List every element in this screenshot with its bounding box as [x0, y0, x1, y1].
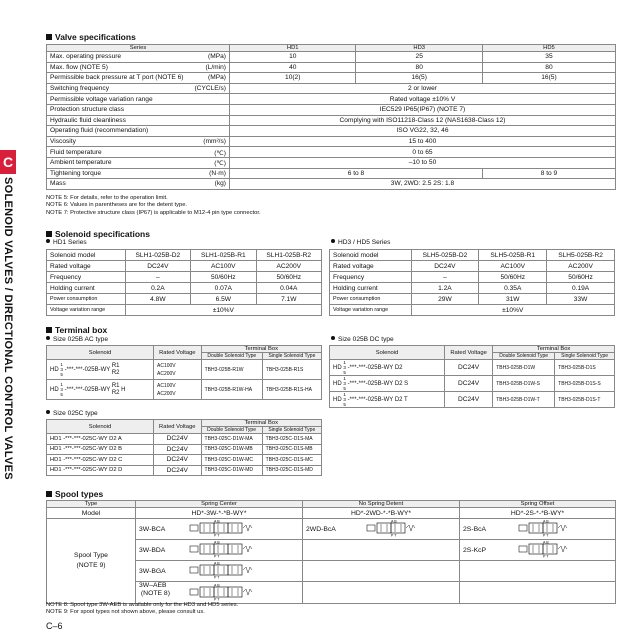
- dc-terminal-row: HD 1 3 5 -***-***-025B-WY D2 DC24V TBH3-025B-D1W TBH3-025B-D1S: [330, 360, 615, 376]
- valve-notes: NOTE 5: For details, refer to the operation limit. NOTE 6: Values in parentheses are for the detent type. NOTE 7: Protective structure class (IP67) is applicable to M12-4 pin type connector.: [46, 195, 261, 216]
- solenoid-row: Power consumption 4.8W 6.5W 7.1W: [47, 294, 322, 305]
- svg-text:P T: P T: [214, 597, 220, 602]
- svg-text:A B: A B: [214, 583, 220, 588]
- spool-types-heading: Spool types: [46, 489, 103, 499]
- solenoid-row: Power consumption 29W 31W 33W: [330, 294, 615, 305]
- spool-notes: NOTE 8: Spool type 3W-AEB is available only for the HD3 and HD5 series. NOTE 9: For spool types not shown above, please consult us.: [46, 602, 239, 616]
- valve-spec-row: Viscosity (mm²/s) 15 to 400: [47, 136, 616, 147]
- spool-types-table: Type Spring Center No Spring Detent Spring Offset Model HD*-3W-*-*B-WY* HD*-2WD-*-*B-WY* HD*-2S-*-*B-WY* Spool Type (NOTE 9) 3W-BCA A B P T 2WD-BcA A B P T 2S-BcA A B P T 3W-BDA A B P T 2S-KcP A B P T 3W-BGA A B P T 3W–AEB (NOTE 8) A B P T: [46, 500, 616, 604]
- section-tab: C: [0, 150, 16, 174]
- svg-text:A B: A B: [543, 519, 549, 524]
- svg-text:A B: A B: [214, 519, 220, 524]
- valve-spec-row: Switching frequency (CYCLE/s) 2 or lower: [47, 83, 616, 94]
- spool-symbol-2s-kcp: [518, 540, 568, 560]
- svg-text:A B: A B: [214, 540, 220, 545]
- valve-spec-row: Permissible voltage variation range Rated voltage ±10% V: [47, 94, 616, 105]
- valve-spec-row: Protection structure class IEC529 IP65(IP67) (NOTE 7): [47, 104, 616, 115]
- valve-spec-row: Mass (kg) 3W, 2WD: 2.5 2S: 1.8: [47, 179, 616, 190]
- valve-spec-row: Operating fluid (recommendation) ISO VG22, 32, 46: [47, 126, 616, 137]
- dc-terminal-row: HD 1 3 5 -***-***-025B-WY D2 S DC24V TBH3-025B-D1W-S TBH3-025B-D1S-S: [330, 376, 615, 392]
- dc-terminal-table: Solenoid Rated Voltage Terminal Box Double Solenoid Type Single Solenoid Type HD 1 3 5 -***-***-025B-WY D2 DC24V TBH3-025B-D1W TBH3-025B-D1S HD 1 3 5 -***-***-025B-WY D2 S DC24V TBH3-025B-D1W-S TBH3-025B-D1S-S HD 1 3 5 -***-***-025B-WY D2 T DC24V TBH3-025B-D1W-T TBH3-025B-D1S-T: [329, 345, 615, 408]
- hd35-series-title: HD3 / HD5 Series: [331, 239, 390, 246]
- svg-text:P T: P T: [214, 575, 220, 579]
- spool-symbol-3w-bda: [189, 540, 253, 560]
- valve-spec-row: Tightening torque (N·m) 6 to 8 8 to 9: [47, 168, 616, 179]
- svg-text:A B: A B: [543, 540, 549, 545]
- hd35-solenoid-table: Solenoid model SLH5-025B-D2 SLH5-025B-R1 SLH5-025B-R2 Rated voltage DC24V AC100V AC200V Frequency – 50/60Hz 50/60Hz Holding current 1.2A 0.35A 0.19A Power consumption 29W 31W 33W Voltage variation range ±10%V: [329, 249, 615, 316]
- solenoid-spec-heading: Solenoid specifications: [46, 229, 150, 239]
- svg-text:P T: P T: [543, 554, 549, 558]
- ac-terminal-table: Solenoid Rated Voltage Terminal Box Double Solenoid Type Single Solenoid Type HD 1 3 5 -***-***-025B-WY R1 R2 AC100V AC200V TBH3-025B-R1W TBH3-025B-R1S HD 1 3 5 -***-***-025B-WY R1 R2 H AC100V AC200V TBH3-025B-R1W-HA TBH3-025B-R1S-HA: [46, 345, 322, 400]
- c-type-title: Size 025C type: [46, 410, 98, 417]
- valve-spec-row: Max. flow (NOTE 5) (L/min) 40 80 80: [47, 62, 616, 73]
- c-terminal-row: HD1 -***-***-025C-WY D2 C DC24V TBH3-025C-D1W-MC TBH3-025C-D1S-MC: [47, 455, 322, 466]
- svg-text:P T: P T: [214, 554, 220, 558]
- terminal-box-heading: Terminal box: [46, 325, 107, 335]
- valve-spec-row: Fluid temperature (℃) 0 to 65: [47, 147, 616, 158]
- valve-spec-table: Series HD1 HD3 HD5 Max. operating pressure (MPa) 10 25 35 Max. flow (NOTE 5) (L/min) 40 80 80 Permissible back pressure at T port (NOTE 6) (MPa) 10(2) 16(5) 16(5) Switching frequency (CYCLE/s) 2 or lower Permissible voltage variation range Rated voltage ±10% V Protection structure class IEC529 IP65(IP67) (NOTE 7) Hydraulic fluid cleanliness Complying with ISO11218-Class 12 (NAS1638-Class 12) Operating fluid (recommendation) ISO VG22, 32, 46 Viscosity (mm²/s) 15 to 400 Fluid temperature (℃) 0 to 65 Ambient temperature (℃) –10 to 50 Tightening torque (N·m) 6 to 8 8 to 9 Mass (kg) 3W, 2WD: 2.5 2S: 1.8: [46, 44, 616, 190]
- valve-spec-row: Hydraulic fluid cleanliness Complying with ISO11218-Class 12 (NAS1638-Class 12): [47, 115, 616, 126]
- dc-terminal-row: HD 1 3 5 -***-***-025B-WY D2 T DC24V TBH3-025B-D1W-T TBH3-025B-D1S-T: [330, 392, 615, 408]
- solenoid-row: Rated voltage DC24V AC100V AC200V: [330, 261, 615, 272]
- svg-text:P T: P T: [543, 533, 549, 537]
- valve-spec-row: Permissible back pressure at T port (NOTE 6) (MPa) 10(2) 16(5) 16(5): [47, 73, 616, 84]
- ac-type-title: Size 025B AC type: [46, 336, 108, 343]
- valve-spec-row: Max. operating pressure (MPa) 10 25 35: [47, 52, 616, 63]
- spool-symbol-3w-aeb: [189, 583, 253, 603]
- spool-symbol-3w-bca: [189, 519, 253, 539]
- spool-symbol-2wd-bca: [366, 519, 416, 539]
- solenoid-row: Frequency – 50/60Hz 50/60Hz: [330, 272, 615, 283]
- svg-text:P T: P T: [214, 533, 220, 537]
- svg-text:P T: P T: [391, 533, 397, 537]
- page-number: C–6: [46, 621, 63, 631]
- hd1-solenoid-table: Solenoid model SLH1-025B-D2 SLH1-025B-R1 SLH1-025B-R2 Rated voltage DC24V AC100V AC200V Frequency – 50/60Hz 50/60Hz Holding current 0.2A 0.07A 0.04A Power consumption 4.8W 6.5W 7.1W Voltage variation range ±10%V: [46, 249, 322, 316]
- solenoid-row: Frequency – 50/60Hz 50/60Hz: [47, 272, 322, 283]
- hd1-series-title: HD1 Series: [46, 239, 87, 246]
- spool-symbol-2s-bca: [518, 519, 568, 539]
- c-terminal-row: HD1 -***-***-025C-WY D2 D DC24V TBH3-025C-D1W-MD TBH3-025C-D1S-MD: [47, 465, 322, 476]
- spool-symbol-3w-bga: [189, 561, 253, 581]
- solenoid-row: Holding current 0.2A 0.07A 0.04A: [47, 283, 322, 294]
- valve-spec-row: Ambient temperature (℃) –10 to 50: [47, 157, 616, 168]
- solenoid-row: Rated voltage DC24V AC100V AC200V: [47, 261, 322, 272]
- c-terminal-row: HD1 -***-***-025C-WY D2 A DC24V TBH3-025C-D1W-MA TBH3-025C-D1S-MA: [47, 434, 322, 445]
- c-terminal-row: HD1 -***-***-025C-WY D2 B DC24V TBH3-025C-D1W-MB TBH3-025C-D1S-MB: [47, 444, 322, 455]
- solenoid-row: Holding current 1.2A 0.35A 0.19A: [330, 283, 615, 294]
- svg-text:A B: A B: [391, 519, 397, 524]
- svg-text:A B: A B: [214, 561, 220, 566]
- c-terminal-table: Solenoid Rated Voltage Terminal Box Double Solenoid Type Single Solenoid Type HD1 -***-***-025C-WY D2 A DC24V TBH3-025C-D1W-MA TBH3-025C-D1S-MA HD1 -***-***-025C-WY D2 B DC24V TBH3-025C-D1W-MB TBH3-025C-D1S-MB HD1 -***-***-025C-WY D2 C DC24V TBH3-025C-D1W-MC TBH3-025C-D1S-MC HD1 -***-***-025C-WY D2 D DC24V TBH3-025C-D1W-MD TBH3-025C-D1S-MD: [46, 419, 322, 476]
- vertical-section-title: SOLENOID VALVES / DIRECTIONAL CONTROL VALVES: [2, 177, 14, 480]
- valve-spec-heading: Valve specifications: [46, 32, 136, 42]
- dc-type-title: Size 025B DC type: [331, 336, 394, 343]
